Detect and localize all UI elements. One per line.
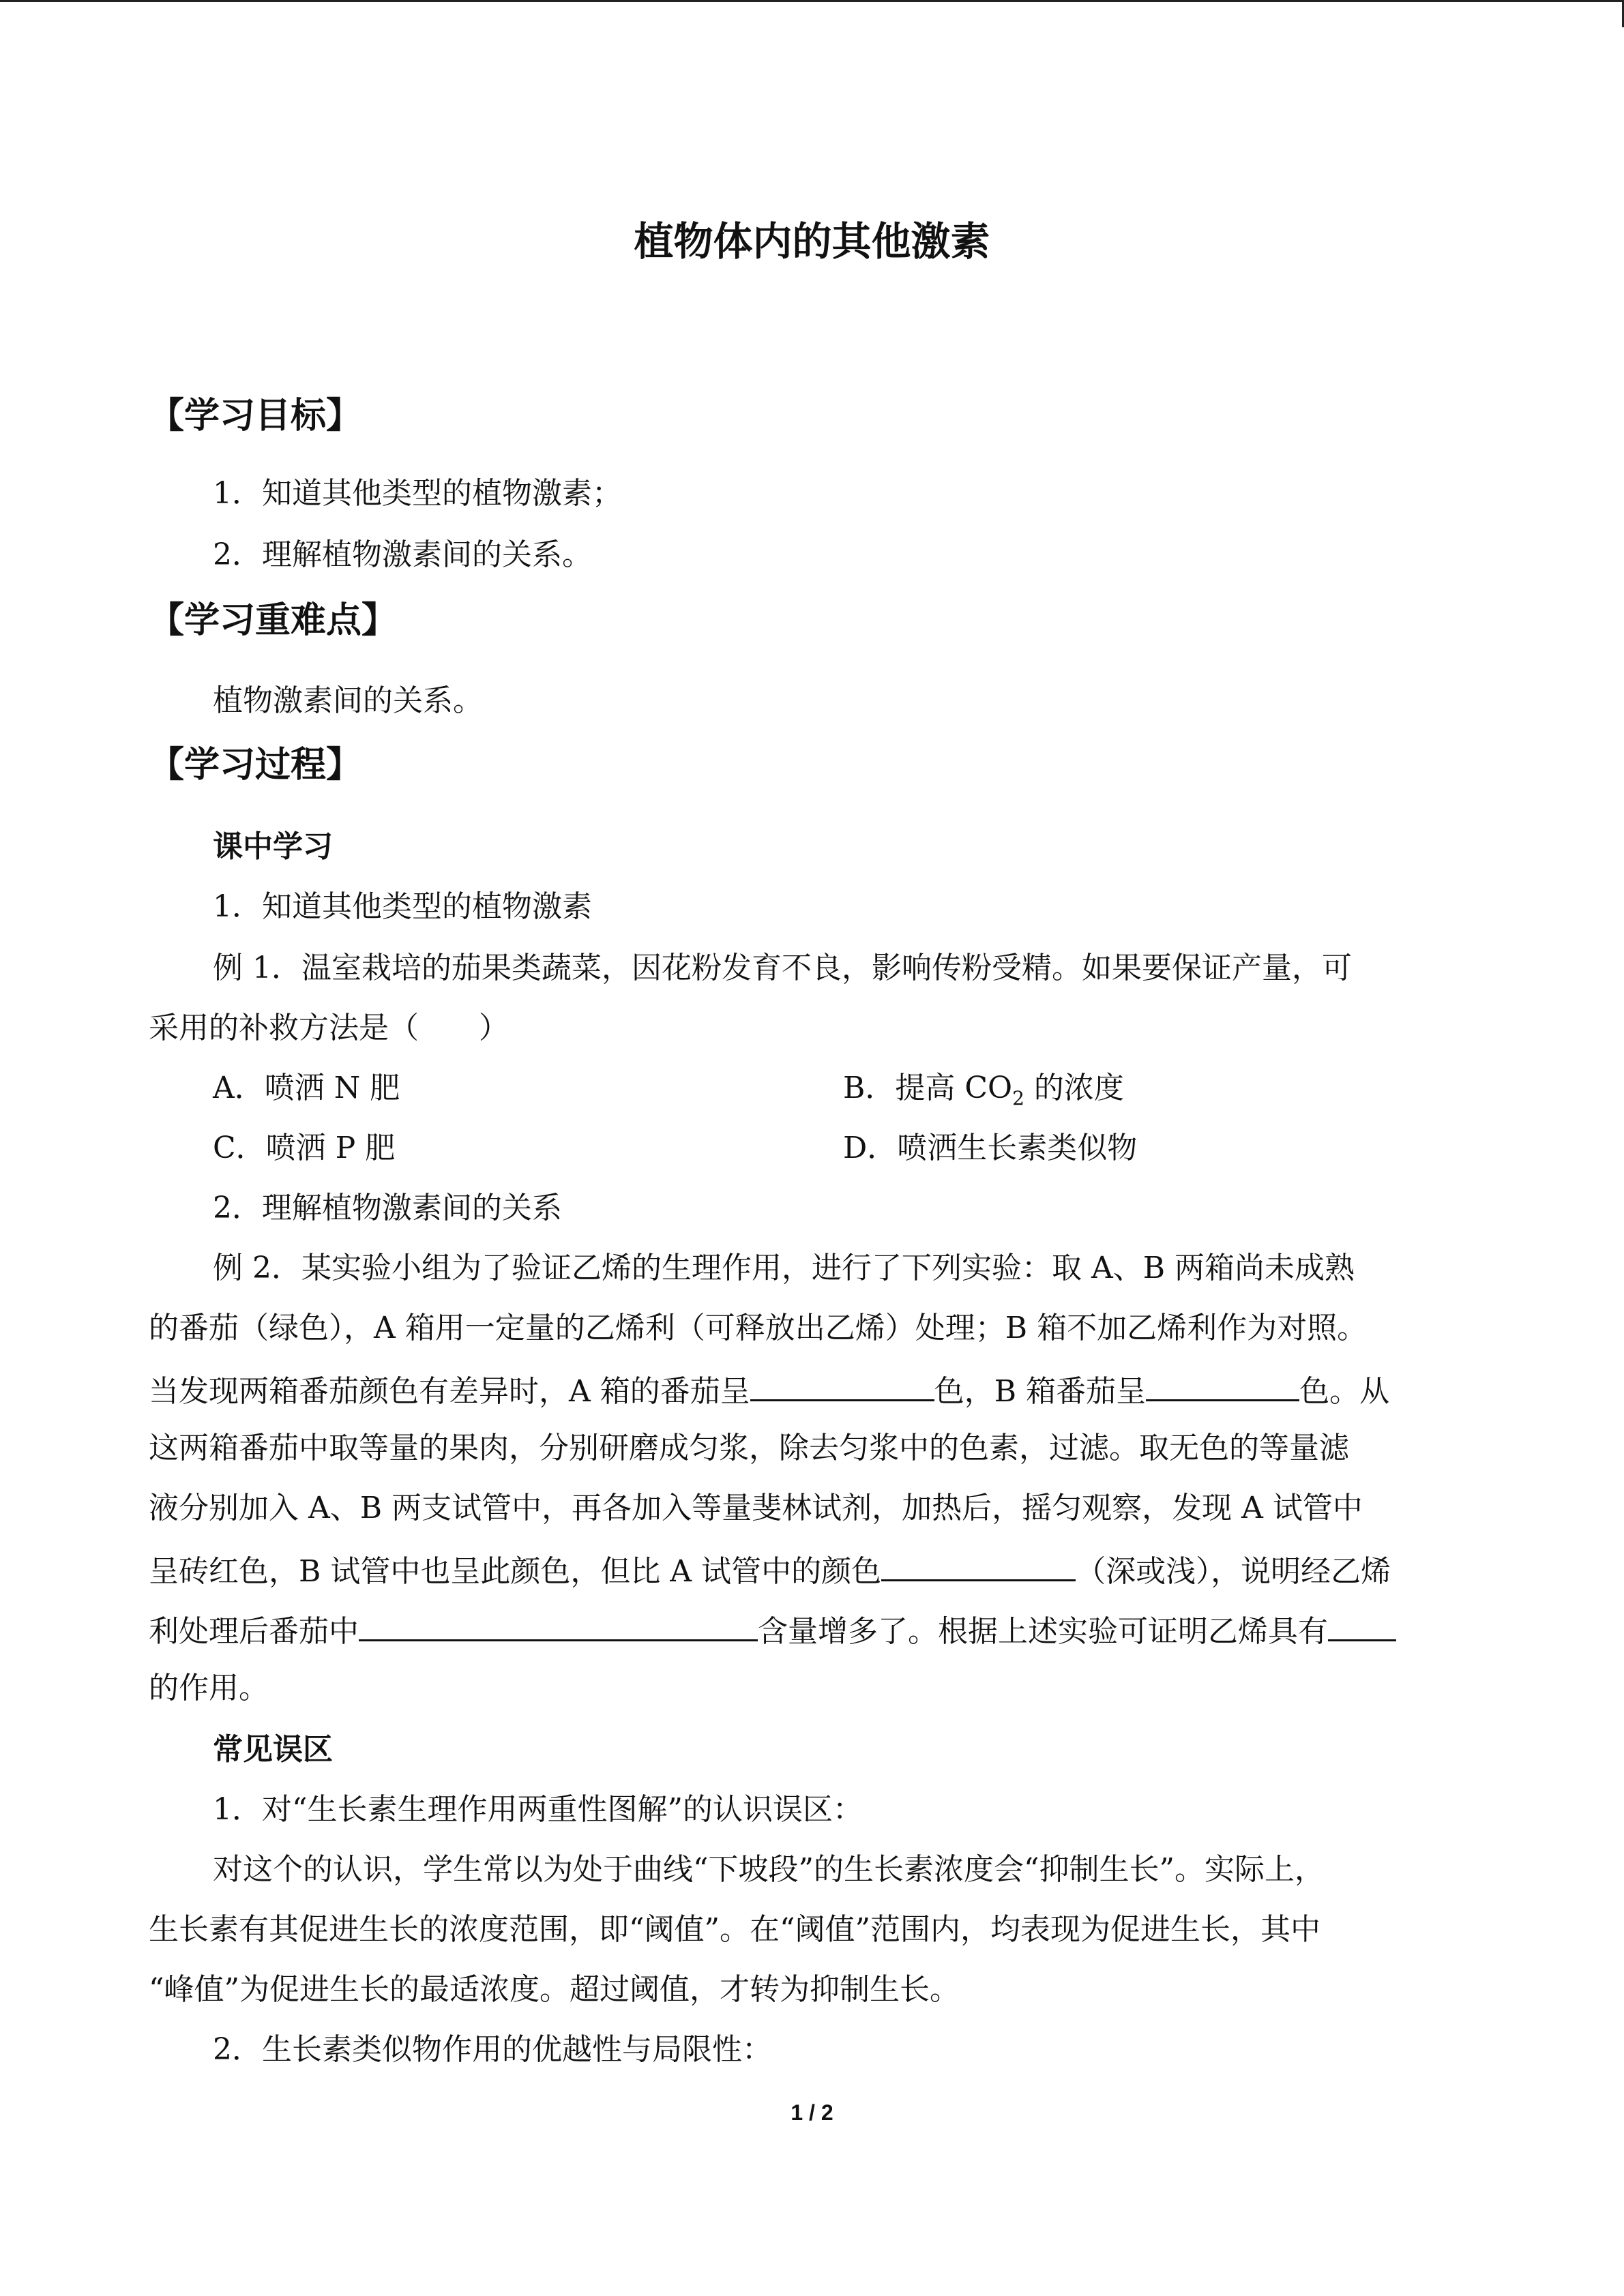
misconception-para-line-3: “峰值”为促进生长的最适浓度。超过阈值，才转为抑制生长。 — [149, 1972, 960, 2007]
option-b: B．提高 $CO_2$ 的浓度 — [843, 1071, 1124, 1109]
misconceptions-heading: 常见误区 — [213, 1732, 333, 1767]
section-key-points: 【学习重难点】 — [149, 600, 398, 641]
blank-content[interactable] — [359, 1608, 758, 1641]
objective-2: 2．理解植物激素间的关系。 — [213, 537, 592, 572]
example-2-line-6: 呈砖红色，B 试管中也呈此颜色，但比 A 试管中的颜色 （深或浅），说明经乙烯 — [149, 1548, 1477, 1592]
blank-depth[interactable] — [881, 1548, 1076, 1581]
misconception-item-1: 1．对“生长素生理作用两重性图解”的认识误区： — [213, 1792, 863, 1827]
option-d: D．喷洒生长素类似物 — [843, 1131, 1138, 1165]
in-class-item-2: 2．理解植物激素间的关系 — [213, 1191, 562, 1225]
example-2-line-7: 利处理后番茄中 含量增多了。根据上述实验可证明乙烯具有 — [149, 1608, 1477, 1652]
page-number: 1 / 2 — [791, 2100, 833, 2125]
top-border — [0, 0, 1624, 2]
option-a: A．喷洒 N 肥 — [213, 1071, 400, 1105]
example-2-line-3: 当发现两箱番茄颜色有差异时，A 箱的番茄呈 色，B 箱番茄呈 色。从 — [149, 1368, 1477, 1412]
example-2-line-2: 的番茄（绿色），A 箱用一定量的乙烯利（可释放出乙烯）处理；B 箱不加乙烯利作为对照。 — [149, 1311, 1368, 1345]
option-c: C．喷洒 P 肥 — [213, 1131, 396, 1165]
in-class-item-1: 1．知道其他类型的植物激素 — [213, 889, 592, 924]
key-point-text: 植物激素间的关系。 — [213, 683, 483, 718]
section-objectives: 【学习目标】 — [149, 396, 362, 436]
option-row-cd — [213, 1128, 1541, 1169]
blank-function[interactable] — [1328, 1608, 1396, 1641]
objective-1: 1．知道其他类型的植物激素； — [213, 476, 622, 511]
in-class-heading: 课中学习 — [213, 829, 333, 864]
misconception-para-line-1: 对这个的认识，学生常以为处于曲线“下坡段”的生长素浓度会“抑制生长”。实际上， — [213, 1852, 1325, 1887]
example-2-line-1: 例 2．某实验小组为了验证乙烯的生理作用，进行了下列实验：取 A、B 两箱尚未成熟 — [213, 1251, 1355, 1285]
document-title: 植物体内的其他激素 — [634, 218, 990, 265]
option-row-ab — [213, 1068, 1541, 1109]
example-1-line-2: 采用的补救方法是（ ） — [149, 1011, 509, 1045]
example-1-line-1: 例 1．温室栽培的茄果类蔬菜，因花粉发育不良，影响传粉受精。如果要保证产量，可 — [213, 951, 1352, 985]
misconception-item-2: 2．生长素类似物作用的优越性与局限性： — [213, 2032, 772, 2067]
example-2-line-8: 的作用。 — [149, 1671, 269, 1705]
example-2-line-4: 这两箱番茄中取等量的果肉，分别研磨成匀浆，除去匀浆中的色素，过滤。取无色的等量滤 — [149, 1431, 1349, 1465]
blank-b-color[interactable] — [1146, 1368, 1299, 1401]
blank-a-color[interactable] — [750, 1368, 934, 1401]
section-process: 【学习过程】 — [149, 745, 362, 786]
misconception-para-line-2: 生长素有其促进生长的浓度范围，即“阈值”。在“阈值”范围内，均表现为促进生长，其中 — [149, 1912, 1320, 1947]
example-2-line-5: 液分别加入 A、B 两支试管中，再各加入等量斐林试剂，加热后，摇匀观察，发现 A 试管中 — [149, 1491, 1363, 1525]
